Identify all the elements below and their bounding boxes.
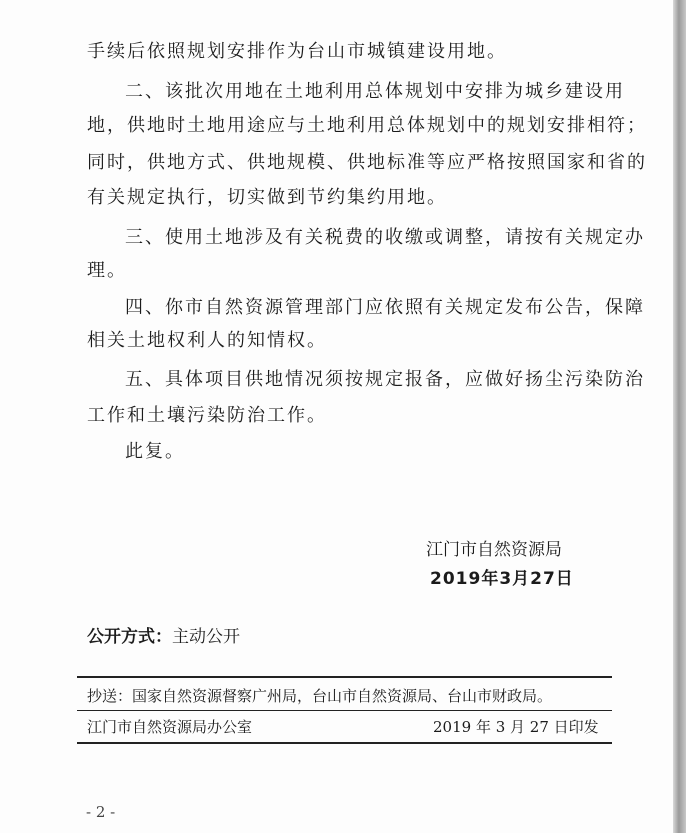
body-line: 此复。 bbox=[125, 441, 185, 462]
footer-rule-bottom bbox=[77, 742, 612, 744]
issuer-name: 江门市自然资源局 bbox=[426, 540, 562, 560]
body-line: 同时，供地方式、供地规模、供地标准等应严格按照国家和省的 bbox=[87, 152, 647, 173]
disclosure-label: 公开方式： bbox=[87, 627, 172, 647]
page-number: - 2 - bbox=[86, 803, 116, 821]
body-line: 四、你市自然资源管理部门应依照有关规定发布公告，保障 bbox=[125, 297, 645, 318]
body-line: 三、使用土地涉及有关税费的收缴或调整，请按有关规定办 bbox=[125, 227, 645, 248]
disclosure-value: 主动公开 bbox=[172, 627, 240, 647]
issuing-office: 江门市自然资源局办公室 bbox=[87, 718, 253, 736]
body-line: 地，供地时土地用途应与土地利用总体规划中的规划安排相符； bbox=[87, 115, 647, 136]
body-line: 手续后依照规划安排作为台山市城镇建设用地。 bbox=[87, 41, 507, 62]
body-line: 五、具体项目供地情况须按规定报备，应做好扬尘污染防治 bbox=[125, 369, 645, 390]
cc-line: 抄送：国家自然资源督察广州局，台山市自然资源局、台山市财政局。 bbox=[87, 687, 553, 705]
body-line: 二、该批次用地在土地利用总体规划中安排为城乡建设用 bbox=[125, 81, 625, 102]
disclosure-method bbox=[87, 626, 240, 648]
body-line: 相关土地权利人的知情权。 bbox=[87, 330, 327, 351]
footer-rule-top bbox=[77, 676, 612, 678]
print-date: 2019 年 3 月 27 日印发 bbox=[433, 718, 599, 736]
issue-date: 2019年3月27日 bbox=[430, 569, 574, 589]
footer-rule-middle bbox=[77, 710, 612, 711]
body-line: 理。 bbox=[87, 260, 127, 281]
body-line: 工作和土壤污染防治工作。 bbox=[87, 405, 327, 426]
scan-edge bbox=[673, 0, 686, 833]
body-line: 有关规定执行，切实做到节约集约用地。 bbox=[87, 187, 447, 208]
